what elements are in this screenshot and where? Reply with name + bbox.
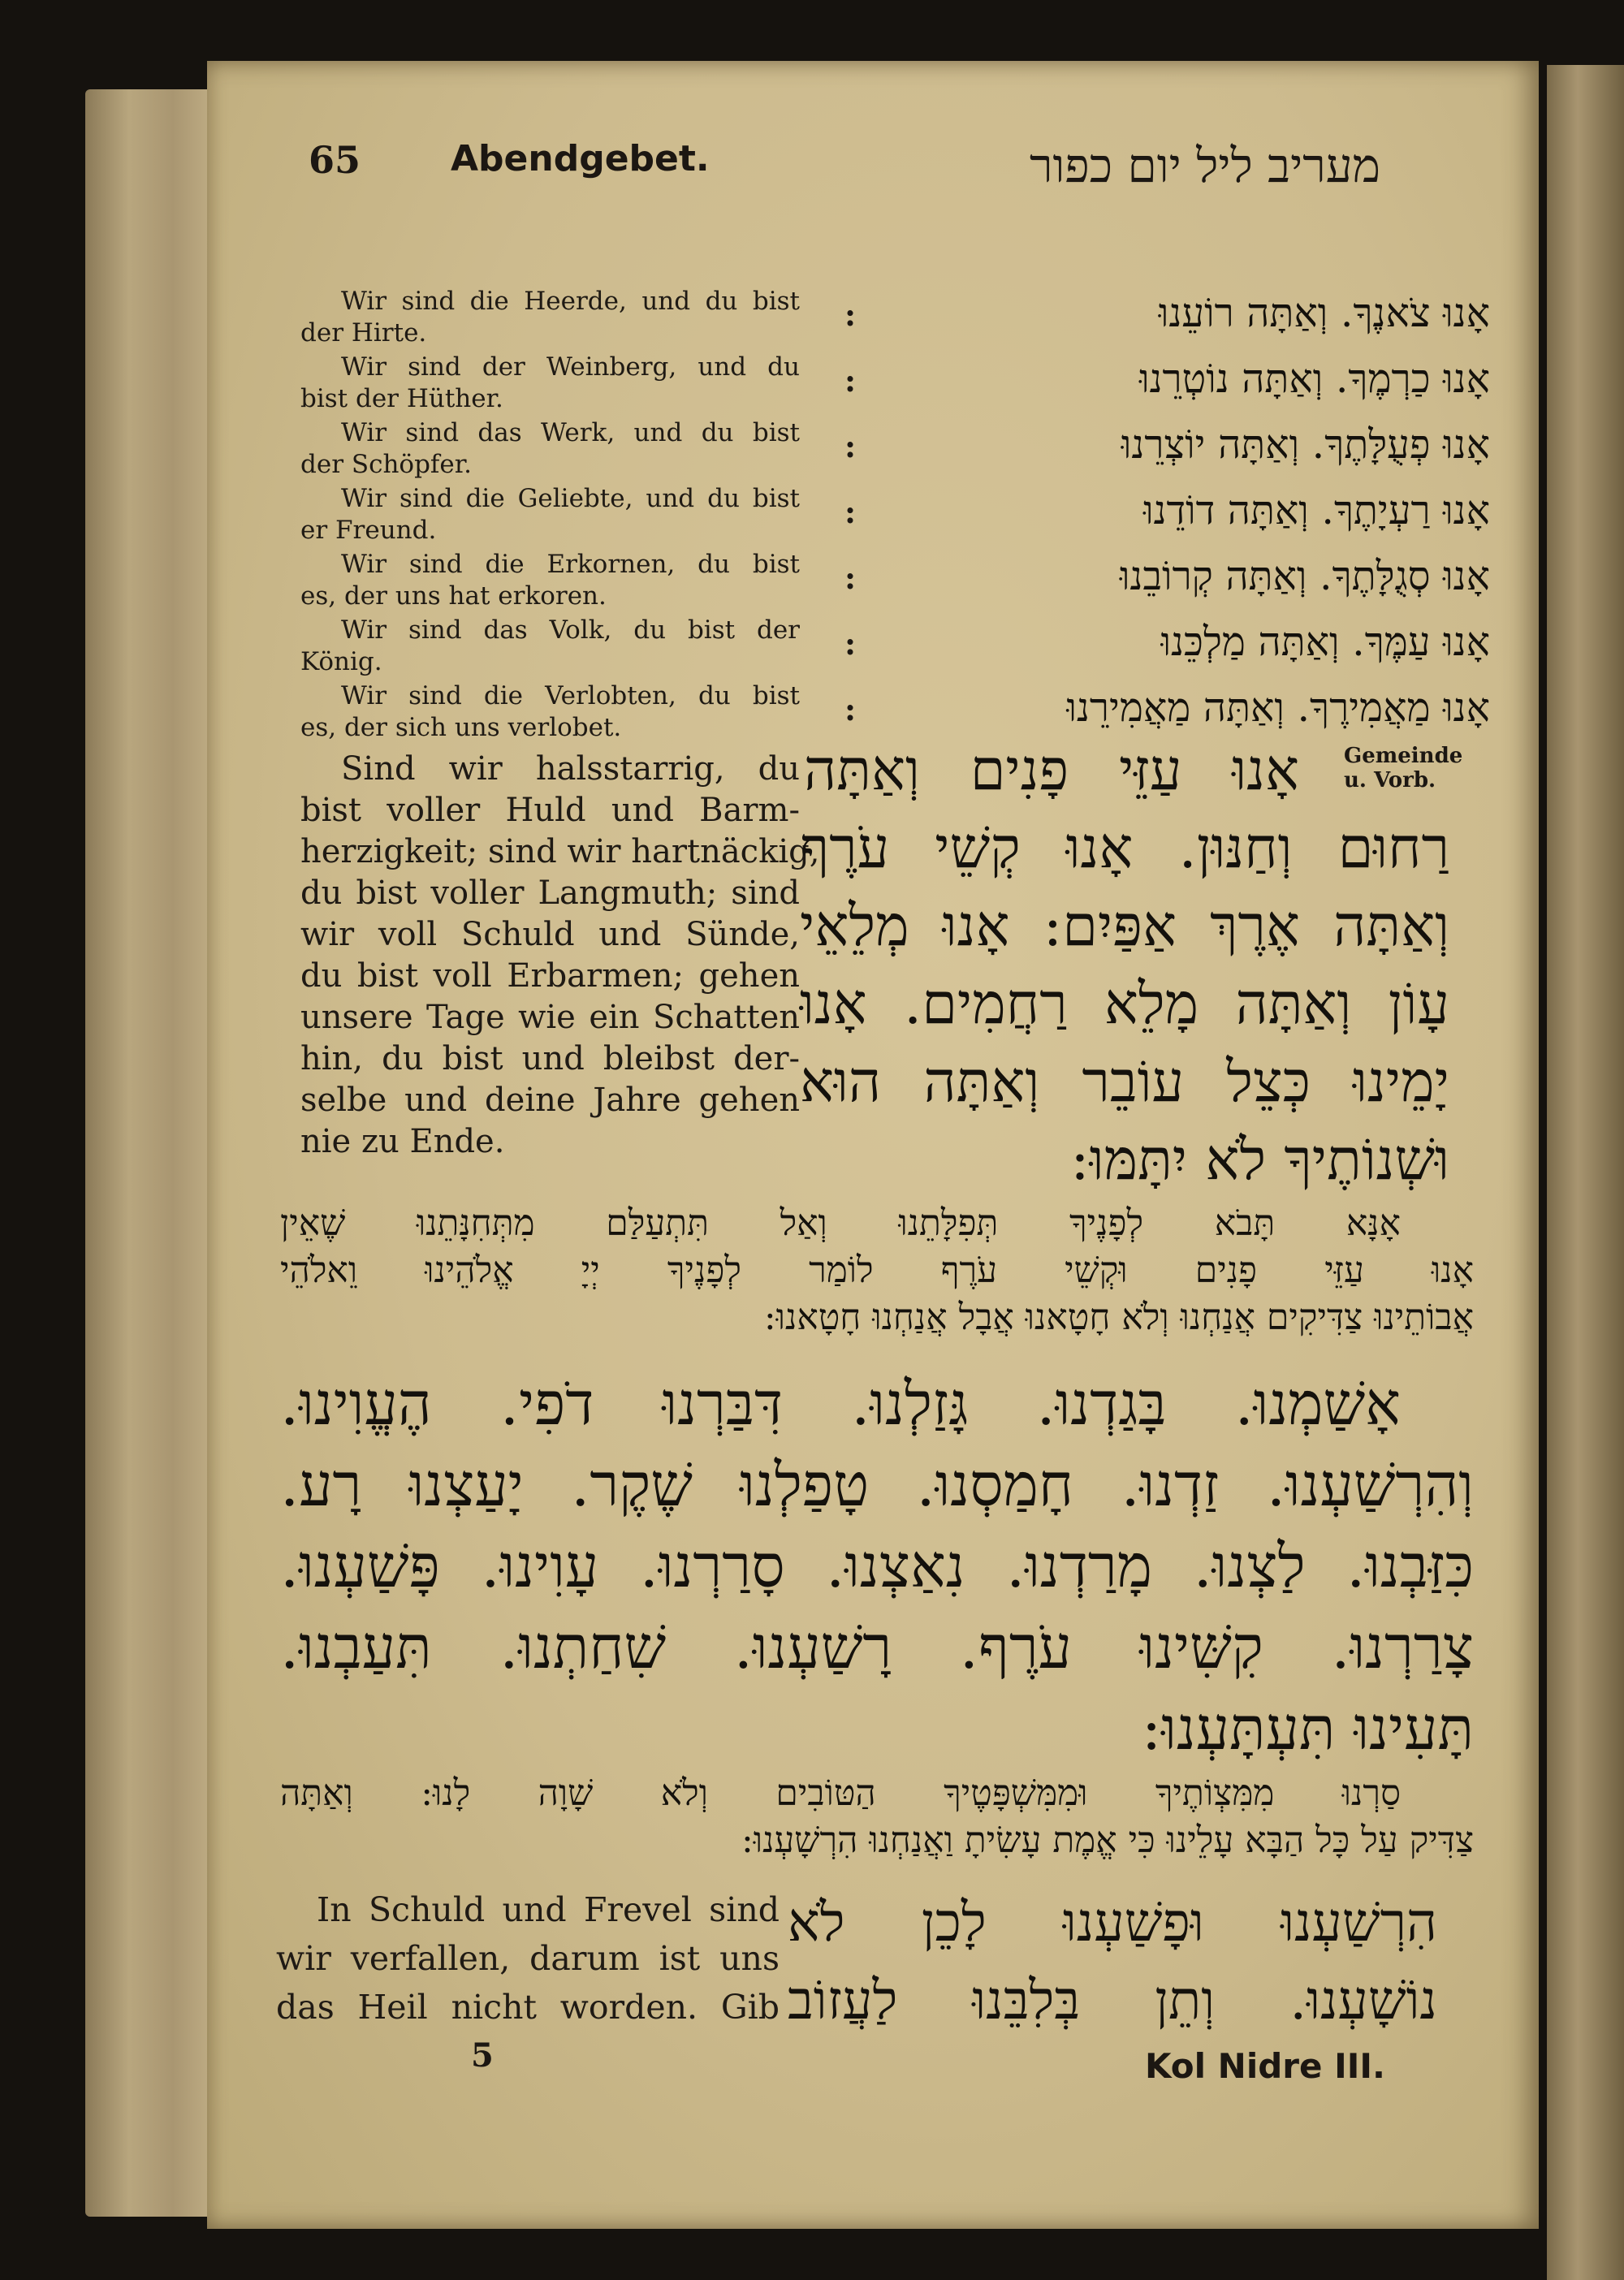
colon-mark: : bbox=[844, 428, 857, 464]
facing-page-edge bbox=[1547, 65, 1624, 2280]
german-pair: Wir sind die Erkornen, du bist es, der uns hat erkoren. bbox=[300, 550, 800, 611]
colon-mark: : bbox=[844, 625, 857, 662]
german-pair: Wir sind die Verlobten, du bist es, der sich uns verlobet. bbox=[300, 681, 800, 742]
hebrew-running-title: מעריב ליל יום כפור bbox=[1030, 138, 1380, 193]
german-pair: Wir sind der Weinberg, und du bist der Hüther. bbox=[300, 352, 800, 413]
colon-mark: : bbox=[844, 296, 857, 333]
german-running-title: Abendgebet. bbox=[451, 138, 710, 179]
german-footer-paragraph: In Schuld und Frevel sind wir verfallen, darum ist uns das Heil nicht worden. Gib bbox=[276, 1890, 780, 2027]
hebrew-big-block: רַחוּם וְחַנּוּן. אָנוּ קְשֵׁי עֹרֶף וְאַתָּה אֶרֶךְ אַפַּיִם: אָנוּ מְלֵאֵי עָוֹן וְאַתָּה מָלֵא רַחֲמִים. אָנוּ יָמֵינוּ כְּצֵל עוֹבֵר וְאַתָּה הוּא וּשְׁנוֹתֶיךָ לֹא יִתָּמּוּ: bbox=[800, 814, 1449, 1193]
page-number: 65 bbox=[309, 138, 361, 182]
hebrew-big-first-line: אָנוּ עַזֵּי פָנִים וְאַתָּה bbox=[804, 736, 1299, 803]
colon-mark: : bbox=[844, 494, 857, 530]
colon-mark: : bbox=[844, 559, 857, 596]
german-responses bbox=[300, 286, 800, 746]
german-paragraph: Sind wir halsstarrig, du bist voller Huld und Barm- herzigkeit; sind wir hartnäckig, du bist voller Langmuth; sind wir voll Schuld und Sünde, du bist voll Erbarmen; gehen unsere Tage wie ein Schatten hin, du bist und bleibst der- selbe und deine Jahre gehen nie zu Ende. bbox=[300, 750, 820, 1160]
hebrew-ashamnu-confession: אָשַׁמְנוּ. בָּגַדְנוּ. גָּזַלְנוּ. דִּבַּרְנוּ דֹפִי. הֶעֱוִינוּ. וְהִרְשַׁעְנוּ. זַדְנוּ. חָמַסְנוּ. טָפַלְנוּ שֶׁקֶר. יָעַצְנוּ רָע. כִּזַּבְנוּ. לַצְנוּ. מָרַדְנוּ. נִאַצְנוּ. סָרַרְנוּ. עָוִינוּ. פָּשַׁעְנוּ. צָרַרְנוּ. קִשִּׁינוּ עֹרֶף. רָשַׁעְנוּ. שִׁחַתְנוּ. תִּעַבְנוּ. תָּעִינוּ תִּעְתָּעְנוּ: bbox=[280, 1370, 1474, 1764]
hebrew-responses: אָנוּ צֹאנֶךָ. וְאַתָּה רוֹעֵנוּ אָנוּ כַרְמֶךָ. וְאַתָּה נוֹטְרֵנוּ אָנוּ פְעֻלָּתֶךָ. וְאַתָּה יוֹצְרֵנוּ אָנוּ רַעְיָתֶךָ. וְאַתָּה דוֹדֵנוּ אָנוּ סְגֻלָּתֶךָ. וְאַתָּה קְרוֹבֵנוּ אָנוּ עַמֶּךָ. וְאַתָּה מַלְכֵּנוּ אָנוּ מַאֲמִירֶךָ. וְאַתָּה מַאֲמִירֵנוּ bbox=[1066, 290, 1490, 731]
hebrew-footer-paragraph: הִרְשַׁעְנוּ וּפָשַׁעְנוּ לָכֵן לֹא נוֹשָׁעְנוּ. וְתֵן בְּלִבֵּנוּ לַעֲזוֹב bbox=[788, 1891, 1437, 2032]
colon-mark: : bbox=[844, 362, 857, 399]
footer-catchword: Kol Nidre III. bbox=[1145, 2046, 1385, 2086]
german-pair: Wir sind das Werk, und du bist der Schöpfer. bbox=[300, 418, 800, 479]
hebrew-sarnu-paragraph: סַרְנוּ מִמִּצְוֹתֶיךָ וּמִמִּשְׁפָּטֶיךָ הַטּוֹבִים וְלֹא שָׁוָה לָנוּ: וְאַתָּה צַדִּיק עַל כָּל הַבָּא עָלֵינוּ כִּי אֱמֶת עָשִׂיתָ וַאֲנַחְנוּ הִרְשָׁעְנוּ: bbox=[280, 1773, 1474, 1861]
german-pair: Wir sind die Heerde, und du bist der Hirte. bbox=[300, 287, 800, 348]
verse-separators bbox=[844, 296, 869, 757]
german-pair: Wir sind die Geliebte, und du bist er Freund. bbox=[300, 484, 800, 545]
hebrew-ana-paragraph: אָנָּא תָּבֹא לְפָנֶיךָ תְּפִלָּתֵנוּ וְאַל תִּתְעַלַּם מִתְּחִנָּתֵנוּ שֶׁאֵין אָנוּ עַזֵּי פָנִים וּקְשֵׁי עֹרֶף לוֹמַר לְפָנֶיךָ יְיָ אֱלֹהֵינוּ וֵאלֹהֵי אֲבוֹתֵינוּ צַדִּיקִים אֲנַחְנוּ וְלֹא חָטָאנוּ אֲבָל אֲנַחְנוּ חָטָאנוּ: bbox=[280, 1203, 1474, 1338]
rubric-label: Gemeinde u. Vorb. bbox=[1344, 744, 1463, 792]
colon-mark: : bbox=[844, 691, 857, 728]
german-pair: Wir sind das Volk, du bist der König. bbox=[300, 615, 800, 676]
signature-mark: 5 bbox=[471, 2036, 494, 2075]
